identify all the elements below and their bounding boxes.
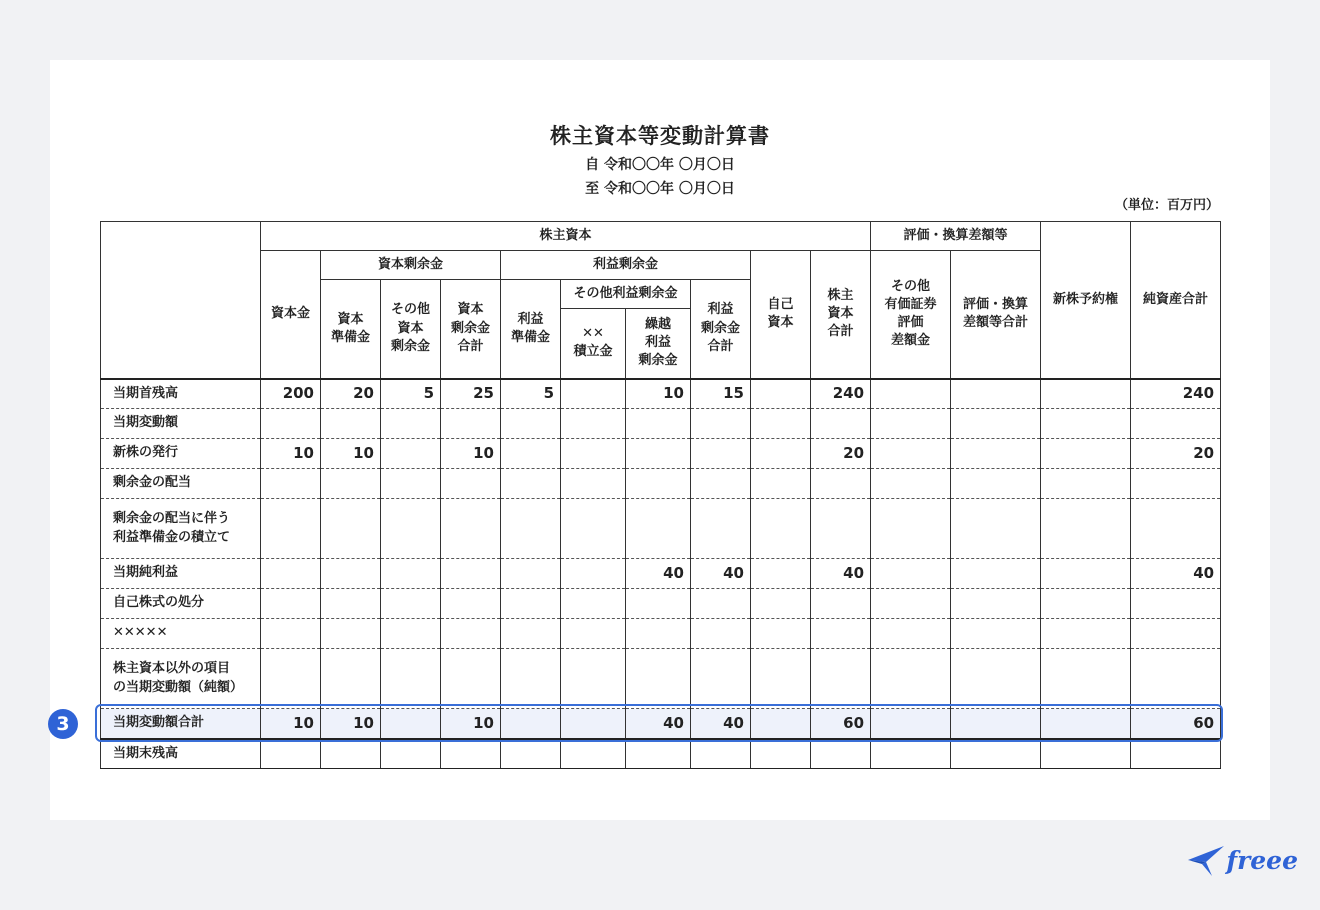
- cell-value: [381, 739, 441, 769]
- cell-value: 20: [321, 379, 381, 409]
- cell-value: [501, 649, 561, 709]
- cell-value: [1131, 619, 1221, 649]
- table-row: [101, 649, 1221, 709]
- cell-value: [501, 739, 561, 769]
- cell-value: [261, 649, 321, 709]
- cell-value: [951, 619, 1041, 649]
- header-other-capital-surplus: その他 資本 剰余金: [381, 280, 441, 379]
- header-total-shareholders-equity: 株主 資本 合計: [811, 251, 871, 379]
- table-row: [101, 469, 1221, 499]
- cell-value: [561, 619, 626, 649]
- cell-value: [751, 649, 811, 709]
- header-total-valuation: 評価・換算 差額等合計: [951, 251, 1041, 379]
- cell-value: 40: [626, 559, 691, 589]
- cell-value: [871, 649, 951, 709]
- table-row: [101, 739, 1221, 769]
- cell-value: 240: [811, 379, 871, 409]
- header-capital-reserve: 資本 準備金: [321, 280, 381, 379]
- cell-value: [561, 409, 626, 439]
- cell-value: [561, 469, 626, 499]
- cell-value: [261, 499, 321, 559]
- cell-value: [811, 739, 871, 769]
- cell-value: [321, 409, 381, 439]
- cell-value: 10: [321, 439, 381, 469]
- header-capital-surplus: 資本剰余金: [321, 251, 501, 280]
- cell-value: [1131, 739, 1221, 769]
- period-to: 至 令和〇〇年 〇月〇日: [585, 181, 735, 197]
- cell-value: [501, 619, 561, 649]
- cell-value: 5: [381, 379, 441, 409]
- cell-value: [441, 589, 501, 619]
- header-shareholders-equity: 株主資本: [261, 222, 871, 251]
- cell-value: [871, 379, 951, 409]
- cell-value: 10: [321, 709, 381, 739]
- cell-value: [626, 649, 691, 709]
- cell-value: [501, 409, 561, 439]
- cell-value: 60: [1131, 709, 1221, 739]
- cell-value: [751, 439, 811, 469]
- cell-value: [1041, 469, 1131, 499]
- cell-value: [751, 409, 811, 439]
- cell-value: [561, 589, 626, 619]
- header-valuation-group: 評価・換算差額等: [871, 222, 1041, 251]
- cell-value: [871, 499, 951, 559]
- highlight-frame: [95, 704, 1223, 742]
- cell-value: 15: [691, 379, 751, 409]
- cell-value: [1131, 409, 1221, 439]
- cell-value: [381, 409, 441, 439]
- cell-value: [561, 499, 626, 559]
- cell-value: [1041, 589, 1131, 619]
- cell-value: [811, 649, 871, 709]
- cell-value: [626, 739, 691, 769]
- cell-value: 10: [441, 709, 501, 739]
- cell-value: [381, 619, 441, 649]
- row-label: 当期変動額合計: [101, 709, 261, 739]
- header-capital-stock: 資本金: [261, 251, 321, 379]
- cell-value: [751, 619, 811, 649]
- cell-value: [871, 469, 951, 499]
- cell-value: [501, 559, 561, 589]
- cell-value: [441, 409, 501, 439]
- cell-value: [811, 499, 871, 559]
- cell-value: [561, 559, 626, 589]
- cell-value: [501, 439, 561, 469]
- cell-value: [871, 619, 951, 649]
- cell-value: [381, 559, 441, 589]
- cell-value: 40: [1131, 559, 1221, 589]
- row-label: 剰余金の配当: [101, 469, 261, 499]
- cell-value: [441, 619, 501, 649]
- cell-value: [561, 439, 626, 469]
- cell-value: 10: [261, 709, 321, 739]
- cell-value: [691, 409, 751, 439]
- cell-value: 60: [811, 709, 871, 739]
- cell-value: [1041, 439, 1131, 469]
- cell-value: [261, 619, 321, 649]
- header-other-securities-valuation: その他 有価証券 評価 差額金: [871, 251, 951, 379]
- cell-value: [1131, 469, 1221, 499]
- cell-value: [691, 469, 751, 499]
- table-row: [101, 559, 1221, 589]
- row-label: 剰余金の配当に伴う 利益準備金の積立て: [101, 499, 261, 559]
- row-label: 当期純利益: [101, 559, 261, 589]
- header-xx-reserve: ✕✕ 積立金: [561, 309, 626, 379]
- table-row: [101, 619, 1221, 649]
- cell-value: [871, 739, 951, 769]
- cell-value: [751, 499, 811, 559]
- cell-value: [871, 559, 951, 589]
- freee-logo: [1186, 842, 1298, 878]
- cell-value: [871, 589, 951, 619]
- cell-value: [1041, 619, 1131, 649]
- cell-value: [381, 649, 441, 709]
- row-label: 株主資本以外の項目 の当期変動額（純額）: [101, 649, 261, 709]
- header-legal-reserve: 利益 準備金: [501, 280, 561, 379]
- cell-value: [626, 619, 691, 649]
- header-retained-earnings-brought-forward: 繰越 利益 剰余金: [626, 309, 691, 379]
- header-treasury-stock: 自己 資本: [751, 251, 811, 379]
- cell-value: [261, 409, 321, 439]
- cell-value: [321, 469, 381, 499]
- cell-value: [321, 499, 381, 559]
- table-row: [101, 589, 1221, 619]
- cell-value: 40: [626, 709, 691, 739]
- cell-value: 200: [261, 379, 321, 409]
- cell-value: [871, 439, 951, 469]
- cell-value: [871, 409, 951, 439]
- cell-value: 5: [501, 379, 561, 409]
- unit-label: （単位：百万円）: [1114, 198, 1219, 213]
- cell-value: [261, 739, 321, 769]
- cell-value: [561, 649, 626, 709]
- cell-value: [626, 409, 691, 439]
- statement-table: [100, 221, 1221, 769]
- cell-value: [626, 499, 691, 559]
- row-label: 当期末残高: [101, 739, 261, 769]
- cell-value: [951, 409, 1041, 439]
- cell-value: [951, 439, 1041, 469]
- header-total-capital-surplus: 資本 剰余金 合計: [441, 280, 501, 379]
- cell-value: 240: [1131, 379, 1221, 409]
- header-retained-earnings: 利益剰余金: [501, 251, 751, 280]
- cell-value: [691, 589, 751, 619]
- cell-value: [811, 589, 871, 619]
- cell-value: 40: [811, 559, 871, 589]
- cell-value: [691, 649, 751, 709]
- cell-value: [691, 739, 751, 769]
- cell-value: [751, 559, 811, 589]
- cell-value: [1041, 499, 1131, 559]
- cell-value: [951, 499, 1041, 559]
- cell-value: [811, 469, 871, 499]
- cell-value: [441, 559, 501, 589]
- table-row: [101, 409, 1221, 439]
- cell-value: [501, 469, 561, 499]
- table-row: [101, 379, 1221, 409]
- cell-value: [626, 589, 691, 619]
- cell-value: [811, 409, 871, 439]
- header-total-net-assets: 純資産合計: [1131, 222, 1221, 379]
- cell-value: [441, 469, 501, 499]
- cell-value: [691, 439, 751, 469]
- cell-value: [811, 619, 871, 649]
- cell-value: [1041, 649, 1131, 709]
- cell-value: [321, 739, 381, 769]
- cell-value: [381, 439, 441, 469]
- cell-value: 40: [691, 709, 751, 739]
- header-other-retained-earnings: その他利益剰余金: [561, 280, 691, 309]
- cell-value: [501, 589, 561, 619]
- cell-value: [751, 469, 811, 499]
- cell-value: [321, 649, 381, 709]
- cell-value: [951, 739, 1041, 769]
- cell-value: [751, 589, 811, 619]
- cell-value: 10: [626, 379, 691, 409]
- cell-value: [951, 469, 1041, 499]
- cell-value: 20: [1131, 439, 1221, 469]
- row-label: 自己株式の処分: [101, 589, 261, 619]
- cell-value: [951, 559, 1041, 589]
- row-label: 当期変動額: [101, 409, 261, 439]
- cell-value: [691, 619, 751, 649]
- cell-value: [751, 379, 811, 409]
- row-label: 当期首残高: [101, 379, 261, 409]
- header-total-retained-earnings: 利益 剰余金 合計: [691, 280, 751, 379]
- step-badge: 3: [48, 709, 78, 739]
- cell-value: [691, 499, 751, 559]
- header-blank: [101, 222, 261, 379]
- cell-value: [321, 559, 381, 589]
- cell-value: [1131, 499, 1221, 559]
- cell-value: [261, 469, 321, 499]
- cell-value: [381, 499, 441, 559]
- period-from: 自 令和〇〇年 〇月〇日: [585, 157, 735, 173]
- cell-value: 25: [441, 379, 501, 409]
- document-title: 株主資本等変動計算書: [550, 124, 770, 148]
- cell-value: [381, 589, 441, 619]
- cell-value: [261, 589, 321, 619]
- cell-value: [1041, 379, 1131, 409]
- table-row: [101, 439, 1221, 469]
- cell-value: [561, 379, 626, 409]
- cell-value: [441, 649, 501, 709]
- row-label: 新株の発行: [101, 439, 261, 469]
- cell-value: [321, 619, 381, 649]
- bird-icon: [1186, 842, 1226, 878]
- cell-value: 10: [441, 439, 501, 469]
- cell-value: [951, 649, 1041, 709]
- cell-value: 40: [691, 559, 751, 589]
- cell-value: [501, 499, 561, 559]
- cell-value: [751, 739, 811, 769]
- cell-value: [441, 739, 501, 769]
- cell-value: [1131, 589, 1221, 619]
- cell-value: [951, 589, 1041, 619]
- table-row: [101, 499, 1221, 559]
- cell-value: [626, 439, 691, 469]
- cell-value: [1041, 409, 1131, 439]
- cell-value: [951, 379, 1041, 409]
- cell-value: [261, 559, 321, 589]
- cell-value: [1041, 559, 1131, 589]
- header-stock-acquisition-rights: 新株予約権: [1041, 222, 1131, 379]
- logo-text: freee: [1226, 845, 1298, 875]
- cell-value: [1131, 649, 1221, 709]
- cell-value: [626, 469, 691, 499]
- row-label: ✕✕✕✕✕: [101, 619, 261, 649]
- cell-value: [561, 739, 626, 769]
- cell-value: [321, 589, 381, 619]
- cell-value: [441, 499, 501, 559]
- cell-value: 10: [261, 439, 321, 469]
- cell-value: [1041, 739, 1131, 769]
- cell-value: 20: [811, 439, 871, 469]
- cell-value: [381, 469, 441, 499]
